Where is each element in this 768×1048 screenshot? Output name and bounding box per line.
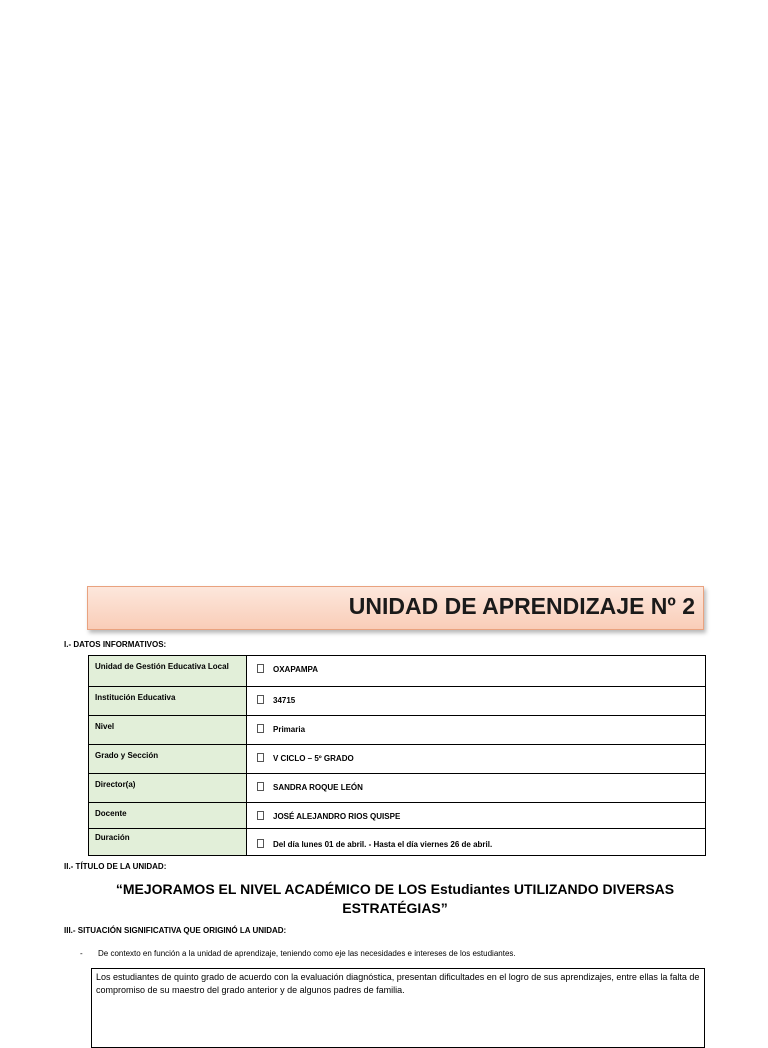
info-row-duracion xyxy=(89,829,706,856)
info-label: Nivel xyxy=(89,716,247,745)
info-value: SANDRA ROQUE LEÓN xyxy=(273,783,363,792)
checkbox-icon xyxy=(257,695,264,704)
info-value-cell xyxy=(247,774,706,803)
info-table xyxy=(88,655,706,856)
checkbox-icon xyxy=(257,782,264,791)
info-value: Del día lunes 01 de abril. - Hasta el día viernes 26 de abril. xyxy=(273,840,493,849)
info-value-cell xyxy=(247,687,706,716)
info-row-docente xyxy=(89,803,706,829)
info-value-cell xyxy=(247,716,706,745)
situation-bullet-text: De contexto en función a la unidad de aprendizaje, teniendo como eje las necesidades e intereses de los estudiantes. xyxy=(98,949,516,958)
info-value: 34715 xyxy=(273,696,296,705)
info-value-cell xyxy=(247,745,706,774)
info-label: Grado y Sección xyxy=(89,745,247,774)
checkbox-icon xyxy=(257,724,264,733)
info-label: Unidad de Gestión Educativa Local xyxy=(89,656,247,687)
checkbox-icon xyxy=(257,839,264,848)
info-row-nivel xyxy=(89,716,706,745)
info-value-cell xyxy=(247,656,706,687)
info-label: Docente xyxy=(89,803,247,829)
unit-banner-title: UNIDAD DE APRENDIZAJE Nº 2 xyxy=(348,593,695,619)
info-value-cell xyxy=(247,803,706,829)
info-value: OXAPAMPA xyxy=(273,665,319,674)
bullet-dash: - xyxy=(80,949,83,958)
info-row-grado xyxy=(89,745,706,774)
info-value: V CICLO – 5º GRADO xyxy=(273,754,354,763)
info-row-director xyxy=(89,774,706,803)
section-situacion-heading: III.- SITUACIÓN SIGNIFICATIVA QUE ORIGINÓ LA UNIDAD: xyxy=(64,926,287,935)
section-titulo-heading: II.- TÍTULO DE LA UNIDAD: xyxy=(64,862,167,871)
unit-banner xyxy=(87,586,704,630)
section-datos-informativos-heading: I.- DATOS INFORMATIVOS: xyxy=(64,640,167,649)
checkbox-icon xyxy=(257,664,264,673)
info-label: Institución Educativa xyxy=(89,687,247,716)
info-label: Director(a) xyxy=(89,774,247,803)
info-value: Primaria xyxy=(273,725,306,734)
situation-bullet xyxy=(80,949,516,958)
checkbox-icon xyxy=(257,811,264,820)
situation-text: Los estudiantes de quinto grado de acuerdo con la evaluación diagnóstica, presentan dificultades en el logro de sus aprendizajes, entre ellas la falta de compromiso de su maestro del grado anterior y de algunos padres de familia. xyxy=(96,972,700,995)
situation-text-box xyxy=(91,968,705,1048)
info-value: JOSÉ ALEJANDRO RIOS QUISPE xyxy=(273,812,401,821)
info-value-cell xyxy=(247,829,706,856)
unit-title-line-2: ESTRATÉGIAS” xyxy=(342,900,448,916)
unit-title xyxy=(90,880,700,918)
info-row-institucion xyxy=(89,687,706,716)
info-label: Duración xyxy=(89,829,247,856)
info-row-ugel xyxy=(89,656,706,687)
unit-title-line-1: “MEJORAMOS EL NIVEL ACADÉMICO DE LOS Estudiantes UTILIZANDO DIVERSAS xyxy=(115,881,675,897)
checkbox-icon xyxy=(257,753,264,762)
